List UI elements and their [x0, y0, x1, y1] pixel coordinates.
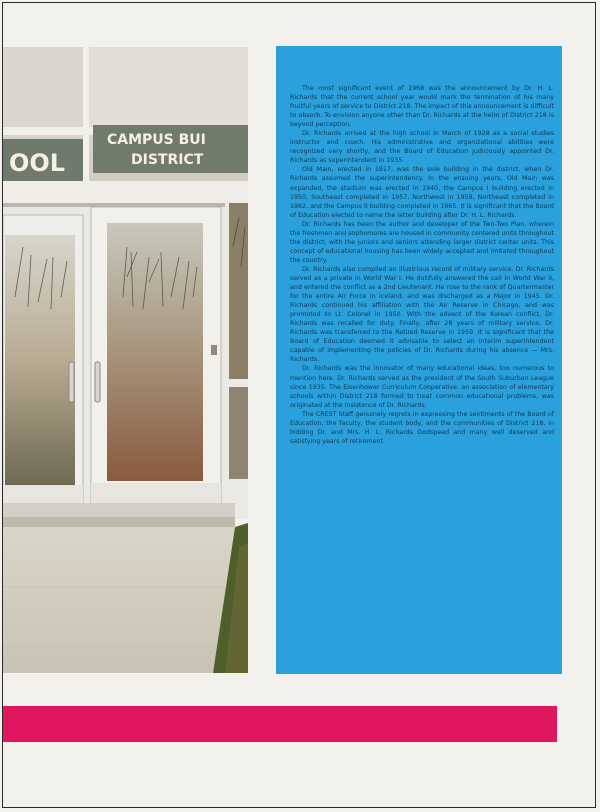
- article-paragraph: The CREST Staff genuinely regrets in expressing the sentiments of the Board of Education, the faculty, the student body, and the communities of District 218, in bidding Dr. and Mrs. H. L. Richards Godspeed and many well deserved and satisfying years of retirement.: [290, 410, 554, 445]
- sign-right-line1: CAMPUS BUI: [107, 132, 206, 148]
- decorative-red-band: [3, 706, 557, 742]
- article-paragraph: Old Main, erected in 1917, was the sole building in the district, when Dr. Richards assumed the superintendency. In the ensuing years, Old Main was expanded, the stadium was erected in 1940, the Campus I building erected in 1950, Southeast completed in 1957, Northwest in 1959, Northeast completed in 1962, and the Campus II building completed in 1965. It is significant that the Board of Education elected to name the latter building after Dr. H. L. Richards.: [290, 166, 554, 219]
- article-paragraph: Dr. Richards arrived at the high school in March of 1928 as a social studies instructor and coach. His administrative and organizational abilities were recognized very shortly, and the Board of Education judiciously appointed Dr. Richards as superintendent in 1935.: [290, 130, 554, 165]
- article-paragraph: Dr. Richards has been the author and developer of the Two-Two Plan, wherein the freshmen and sophomores are housed in community centered units throughout the district, with the juniors and seniors attending larger district center units. This concept of educational housing has been widely accepted and imitated throughout the country.: [290, 220, 554, 264]
- article-paragraph: The most significant event of 1968 was the announcement by Dr. H. L. Richards that the current school year would mark the termination of his many fruitful years of service to District 218. The impact of this announcement is difficult to absorb. To envision anyone other than Dr. Richards at the helm of District 218 is beyond perception.: [290, 85, 554, 129]
- sign-left-text: OOL: [9, 149, 66, 177]
- article-paragraph: Dr. Richards also compiled an illustrious record of military service. Dr. Richards served as a private in World War I. He dutifully answered the call in World War II, and entered the conflict as a 2nd Lieutenant. He rose to the rank of Quartermaster for the entire Air Force in Iceland, and was discharged as a Major in 1945. Dr. Richards continued his affiliation with the Air Reserve in Chicago, and was promoted to Lt. Colonel in 1950. With the advent of the Korean conflict, Dr. Richards was recalled for duty. Finally, after 28 years of military service, Dr. Richards was transferred to the Retired Reserve in 1959. It is significant that the Board of Education deemed it advisable to select an interim superintendent capable of implementing the policies of Dr. Richards during his absence — Mrs. Richards.: [290, 265, 554, 364]
- school-entrance-photo: [3, 47, 248, 673]
- article-panel: [276, 46, 562, 674]
- article-paragraph: Dr. Richards was the innovator of many educational ideas, too numerous to mention here. Dr. Richards served as the president of the South Suburban League since 1935. The Eisenhower Curriculum Cooperative, an association of elementary schools within District 218 formed to treat common educational problems, was originated at the insistence of Dr. Richards.: [290, 365, 554, 409]
- entrance-illustration: [3, 47, 248, 673]
- sign-right-line2: DISTRICT: [131, 152, 204, 168]
